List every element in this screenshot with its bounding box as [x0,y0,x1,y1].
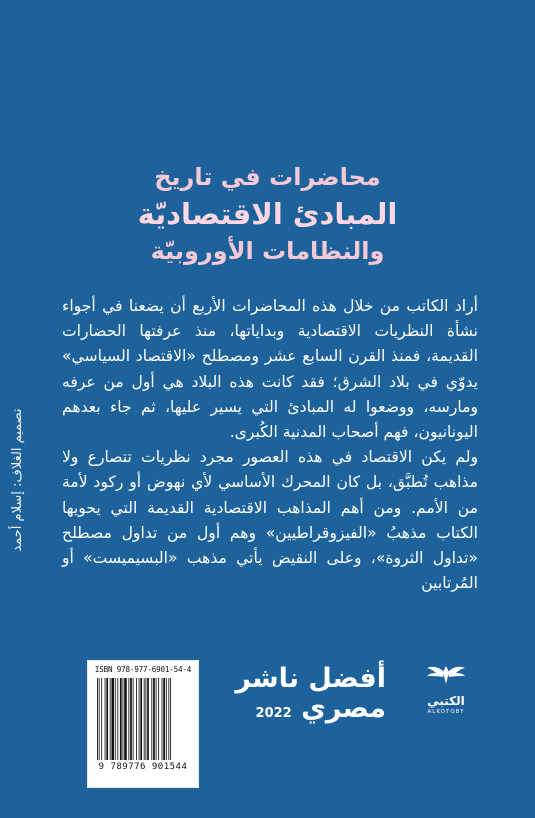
title-line-2: المبادئ الاقتصاديّة [137,197,398,231]
title-line-3: والنظامات الأوروبيّة [150,237,385,265]
publisher-name-latin: ALKOTOBY [427,709,465,715]
blurb [62,294,478,596]
award-year: 2022 [255,706,292,721]
award-badge [226,664,386,734]
isbn-barcode [87,660,199,788]
publisher-name: الكتبي [427,694,465,708]
award-line-1: أفضل ناشر [235,663,386,694]
blurb-paragraph-1: أراد الكاتب من خلال هذه المحاضرات الأربع أن يضعنا في أجواء نشأة النظريات الاقتصادية وبداياتها، منذ عرفتها الحضارات القديمة، فمنذ القرن السابع عشر ومصطلح «الاقتصاد السياسي» يدوّي في بلاد الشرق؛ فقد كانت هذه البلاد هي أول من عرفه ومارسه، ووضعوا له المبادئ التي يسير عليها، ثم جاء بعدهم اليونانيون، فهم أصحاب المدنية الكُبرى. [62,297,478,442]
winged-crest-icon [426,662,466,688]
barcode-digits: 9 789776 901544 [98,762,188,772]
barcode-bars [95,678,191,760]
publisher-logo [424,662,468,730]
cover-design-credit: تصميم الغلاف: إسلام أحمد [10,408,25,552]
isbn-label: ISBN 978-977-6901-54-4 [94,665,192,674]
title-line-1: محاضرات في تاريخ [154,163,381,191]
book-title [40,160,495,268]
blurb-paragraph-2: ولم يكن الاقتصاد في هذه العصور مجرد نظريات تتصارع ولا مذاهب تُطبَّق، بل كان المحرك الأساسي لأي نهوض أو ركود لأمة من الأمم. ومن أهم المذاهب الاقتصادية القديمة التي يحويها الكتاب مذهبُ «الفيزوقراطيين» وهم أول من تداول مصطلح «تداول الثروة»، وعلى النقيض يأتي مذهب «البسيميست» أو المُرتابين [62,448,478,593]
award-line-2: مصري [301,693,386,724]
